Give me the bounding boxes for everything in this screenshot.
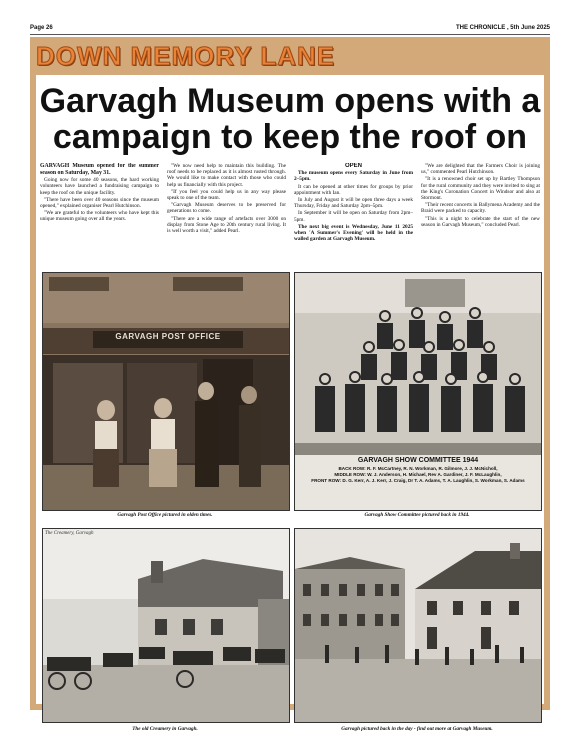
headline [36,83,544,155]
paragraph: "We now need help to maintain this building. The roof needs to be replaced as it is almost rusted through. We would like to make contact with those who could help us financially with this project. [167,163,286,188]
section-banner-text: DOWN MEMORY LANE [36,40,336,71]
paragraph: The next big event is Wednesday, June 11 2025 when 'A Summer's Evening' will be held in the walled garden at Garvagh Museum. [294,223,413,243]
front-row-names: FRONT ROW: D. G. Kerr, A. J. Kerr, J. Craig, Dr T. A. Adams, T. A. Laughlin, S. Workman, S. Adams [311,478,525,483]
page-header [30,22,550,35]
paragraph: In September it will be open on Saturday from 2pm–5pm. [294,210,413,223]
show-committee-photo [294,272,542,511]
publication-date: THE CHRONICLE , 5th June 2025 [455,25,550,31]
post-office-photo [42,272,290,511]
paragraph: "Garvagh Museum deserves to be preserved for generations to come. [167,202,286,215]
committee-names [295,457,541,484]
column-4 [421,163,540,270]
paragraph: The museum opens every Saturday in June from 2–5pm. [294,170,413,183]
lead-paragraph: GARVAGH Museum opened for the summer season on Saturday, May 31. [40,163,159,176]
paragraph: "We are grateful to the volunteers who have kept this unique museum going over all the years. [40,210,159,223]
column-2 [167,163,286,270]
show-committee-caption: Garvagh Show Committee pictured back in 1944. [364,512,470,518]
garvagh-street-caption: Garvagh pictured back in the day - find out more at Garvagh Museum. [341,726,493,732]
paragraph: "Their recent concerts in Ballymena Academy and the Braid were packed to capacity. [421,202,540,215]
paragraph: "If you feel you could help us in any way please speak to one of the team. [167,188,286,202]
column-1 [40,163,159,270]
article-columns [40,163,540,270]
section-banner [36,41,335,71]
middle-row-names: MIDDLE ROW: W. J. Anderson, H. Michael, Rev A. Gardiner, J. F. McLaughlin, [334,472,502,477]
creamery-photo [42,528,290,723]
page-number: Page 26 [30,25,53,31]
open-heading: OPEN [344,163,362,169]
paragraph: "It is a renowned choir set up by Bartley Thompson for the rural community and they were invited to sing at the King's Coronation Concert in Windsor and also at Stormont. [421,176,540,202]
paragraph: Going now for some 40 seasons, the hard working volunteers have launched a fundraising campaign to keep the roof on the unique facility. [40,177,159,196]
paragraph: "This is a night to celebrate the start of the new season in Garvagh Museum," concluded Pearl. [421,215,540,228]
article-frame [30,37,550,732]
headline-line-1: Garvagh Museum opens with a [39,82,541,120]
column-3 [294,163,413,270]
paragraph: It can be opened at other times for groups by prior appointment with Ian. [294,183,413,196]
paragraph: "We are delighted that the Farmers Choir is joining us," commented Pearl Hutchinson. [421,163,540,176]
creamery-caption: The old Creamery in Garvagh. [132,726,198,732]
back-row-names: BACK ROW: R. F. McCartney, R. N. Workman, R. Gilmore, J. J. McNicholl, [338,466,498,471]
headline-line-2: campaign to keep the roof on [52,118,528,156]
creamery-stamp: The Creamery, Garvagh [45,531,94,536]
post-office-caption: Garvagh Post Office pictured in olden times. [117,512,213,518]
post-office-sign: GARVAGH POST OFFICE [115,332,221,341]
paragraph: "There are a wide range of artefacts over 3000 on display from Stone Age to 20th century rural living. It is well worth a visit," added Pearl. [167,215,286,235]
paragraph: In July and August it will be open three days a week Thursday, Friday and Saturday 2pm–5pm. [294,197,413,210]
article-body [36,75,544,732]
garvagh-street-photo [294,528,542,723]
committee-title: GARVAGH SHOW COMMITTEE 1944 [357,457,479,464]
paragraph: "There have been over 40 seasons since the museum opened," explained organiser Pearl Hutchinson. [40,196,159,209]
